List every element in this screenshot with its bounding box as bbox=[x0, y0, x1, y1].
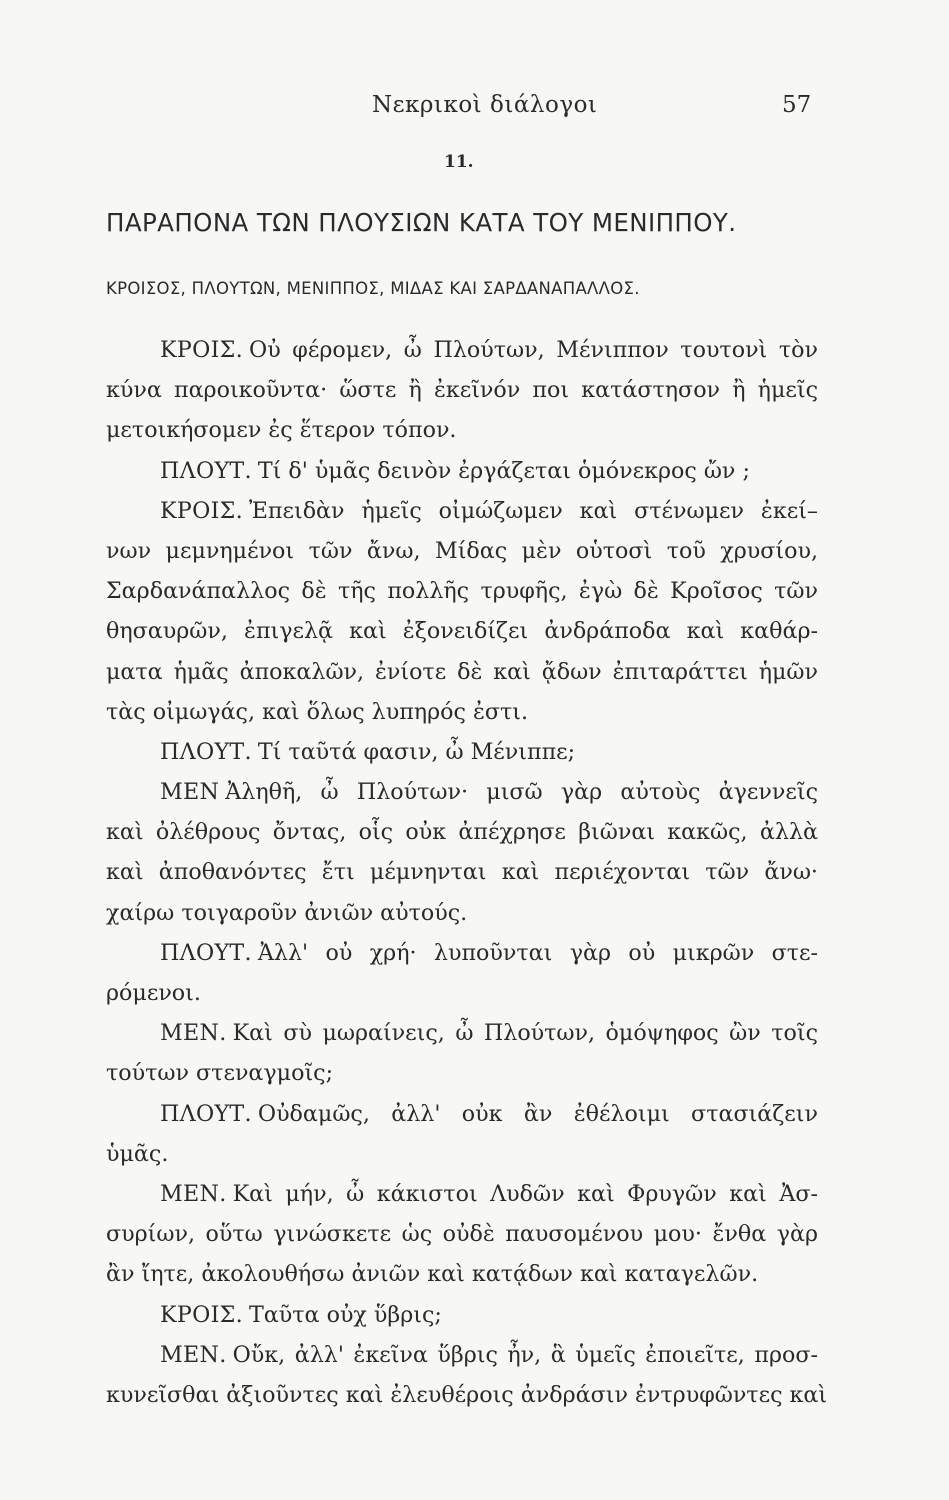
line-text: Ταῦτα οὐχ ὕβρις; bbox=[249, 1301, 442, 1328]
line-text: μετοικήσομεν ἐς ἕτερον τόπον. bbox=[106, 417, 457, 444]
running-title: Νεκρικοὶ διάλογοι bbox=[372, 92, 598, 118]
line-text: χαίρω τοιγαροῦν ἀνιῶν αὐτούς. bbox=[106, 899, 468, 926]
text-line bbox=[106, 732, 818, 772]
line-text: θησαυρῶν, ἐπιγελᾷ καὶ ἐξονειδίζει ἀνδράποδα καὶ καθάρ- bbox=[106, 618, 818, 645]
speaker-label: ΠΛΟΥΤ. bbox=[160, 738, 252, 765]
section-number: 11. bbox=[444, 152, 474, 172]
text-line bbox=[106, 933, 818, 973]
text-line bbox=[106, 692, 818, 732]
speaker-label: ΜΕΝ bbox=[160, 779, 220, 806]
line-text: Σαρδανάπαλλος δὲ τῆς πολλῆς τρυφῆς, ἐγὼ δὲ Κροῖσος τῶν bbox=[106, 578, 818, 605]
speaker-label: ΚΡΟΙΣ. bbox=[160, 337, 243, 363]
line-text: Ἀλλ' οὐ χρή· λυποῦνται γὰρ οὐ μικρῶν στε- bbox=[257, 939, 818, 966]
line-text: Οὐ φέρομεν, ὦ Πλούτων, Μένιππον τουτονὶ τὸν bbox=[249, 337, 818, 363]
dialogue-text bbox=[106, 330, 828, 1415]
speaker-label: ΠΛΟΥΤ. bbox=[160, 1100, 252, 1127]
text-line bbox=[106, 1254, 818, 1294]
line-text: Οὔκ, ἀλλ' ἐκεῖνα ὕβρις ἦν, ἃ ὑμεῖς ἐποιεῖτε, προσ- bbox=[232, 1341, 818, 1368]
text-line bbox=[106, 973, 818, 1013]
line-text: τούτων στεναγμοῖς; bbox=[106, 1060, 334, 1087]
text-line bbox=[106, 1174, 818, 1214]
line-text: Ἀληθῆ, ὦ Πλούτων· μισῶ γὰρ αὐτοὺς ἀγεννεῖς bbox=[225, 779, 818, 806]
text-line bbox=[106, 1013, 818, 1053]
text-line bbox=[106, 451, 818, 491]
line-text: ὑμᾶς. bbox=[106, 1140, 169, 1167]
text-line bbox=[106, 1335, 818, 1375]
line-text: νων μεμνημένοι τῶν ἄνω, Μίδας μὲν οὑτοσὶ τοῦ χρυσίου, bbox=[106, 537, 818, 564]
line-text: Οὐδαμῶς, ἀλλ' οὐκ ἂν ἐθέλοιμι στασιάζειν bbox=[257, 1100, 818, 1127]
line-text: καὶ ὀλέθρους ὄντας, οἷς οὐκ ἀπέχρησε βιῶναι κακῶς, ἀλλὰ bbox=[106, 819, 818, 846]
speaker-label: ΠΛΟΥΤ. bbox=[160, 939, 252, 966]
text-line bbox=[106, 1214, 818, 1254]
text-line bbox=[106, 1134, 818, 1174]
speaker-label: ΜΕΝ. bbox=[160, 1020, 227, 1047]
line-text: Τί δ' ὑμᾶς δεινὸν ἐργάζεται ὁμόνεκρος ὤν ; bbox=[257, 457, 750, 484]
line-text: καὶ ἀποθανόντες ἔτι μέμνηνται καὶ περιέχονται τῶν ἄνω· bbox=[106, 859, 818, 886]
line-text: Καὶ σὺ μωραίνεις, ὦ Πλούτων, ὁμόψηφος ὢν τοῖς bbox=[232, 1020, 818, 1047]
text-line bbox=[106, 531, 818, 571]
dialogue-title: ΠΑΡΑΠΟΝΑ ΤΩΝ ΠΛΟΥΣΙΩΝ ΚΑΤΑ ΤΟΥ ΜΕΝΙΠΠΟΥ. bbox=[106, 208, 737, 237]
line-text: συρίων, οὕτω γινώσκετε ὡς οὐδὲ παυσομένου μου· ἔνθα γὰρ bbox=[106, 1221, 818, 1248]
speaker-label: ΠΛΟΥΤ. bbox=[160, 457, 252, 484]
text-line bbox=[106, 772, 818, 812]
text-line bbox=[106, 893, 818, 933]
text-line bbox=[106, 410, 818, 450]
text-line bbox=[106, 571, 818, 611]
text-line bbox=[106, 1295, 818, 1335]
line-text: τὰς οἰμωγάς, καὶ ὅλως λυπηρός ἐστι. bbox=[106, 698, 529, 725]
text-line bbox=[106, 1053, 818, 1093]
speaker-label: ΚΡΟΙΣ. bbox=[160, 1301, 243, 1328]
line-text: ἂν ἴητε, ἀκολουθήσω ἀνιῶν καὶ κατᾴδων καὶ καταγελῶν. bbox=[106, 1261, 759, 1288]
text-line bbox=[106, 330, 818, 370]
text-line bbox=[106, 1375, 828, 1415]
line-text: κύνα παροικοῦντα· ὥστε ἢ ἐκεῖνόν ποι κατάστησον ἢ ἡμεῖς bbox=[106, 377, 818, 404]
speaker-label: ΚΡΟΙΣ. bbox=[160, 497, 243, 524]
page-number: 57 bbox=[782, 92, 812, 118]
line-text: ρόμενοι. bbox=[106, 980, 201, 1006]
speaker-label: ΜΕΝ. bbox=[160, 1341, 227, 1368]
text-line bbox=[106, 1094, 818, 1134]
line-text: Ἐπειδὰν ἡμεῖς οἰμώζωμεν καὶ στένωμεν ἐκεί– bbox=[249, 497, 818, 524]
running-head bbox=[0, 92, 949, 124]
dramatis-personae: ΚΡΟΙΣΟΣ, ΠΛΟΥΤΩΝ, ΜΕΝΙΠΠΟΣ, ΜΙΔΑΣ ΚΑΙ ΣΑΡΔΑΝΑΠΑΛΛΟΣ. bbox=[106, 279, 640, 298]
line-text: ματα ἡμᾶς ἀποκαλῶν, ἐνίοτε δὲ καὶ ᾄδων ἐπιταράττει ἡμῶν bbox=[106, 658, 818, 685]
text-line bbox=[106, 652, 818, 692]
text-line bbox=[106, 370, 818, 410]
text-line bbox=[106, 491, 818, 531]
text-line bbox=[106, 852, 818, 892]
line-text: Τί ταῦτά φασιν, ὦ Μένιππε; bbox=[257, 738, 576, 765]
line-text: κυνεῖσθαι ἀξιοῦντες καὶ ἐλευθέροις ἀνδράσιν ἐντρυφῶντες καὶ bbox=[106, 1381, 828, 1408]
speaker-label: ΜΕΝ. bbox=[160, 1180, 227, 1207]
text-line bbox=[106, 812, 818, 852]
text-line bbox=[106, 611, 818, 651]
line-text: Καὶ μήν, ὦ κάκιστοι Λυδῶν καὶ Φρυγῶν καὶ Ἀσ- bbox=[232, 1180, 818, 1207]
